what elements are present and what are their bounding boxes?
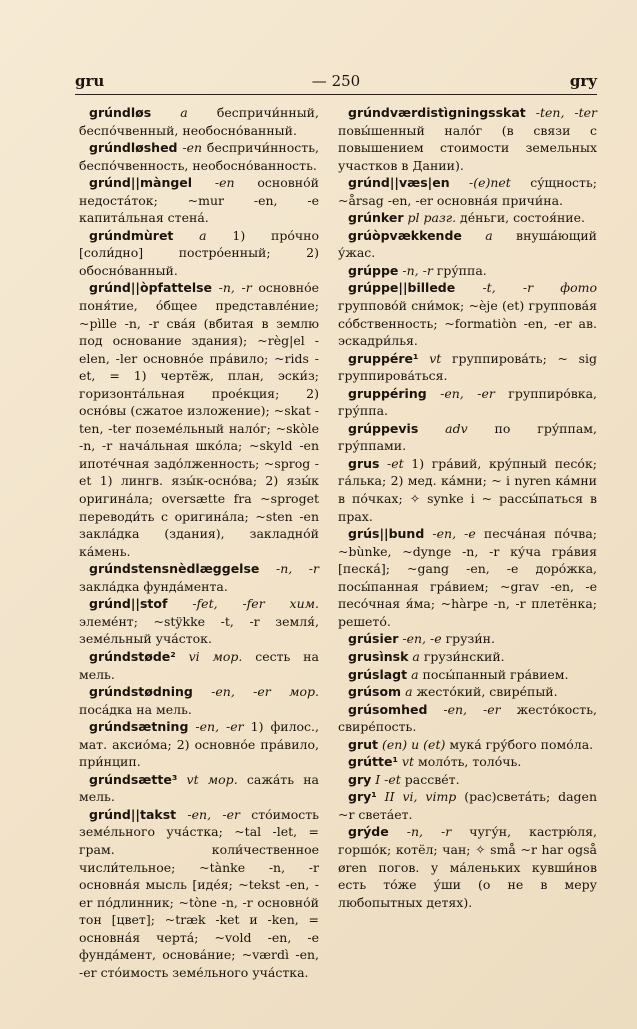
grammar-note: -en, -er <box>195 719 244 735</box>
dictionary-entry <box>338 788 597 823</box>
header-left-guide-word: gru <box>75 72 105 90</box>
headword: grúòpvækkende <box>348 227 462 243</box>
dictionary-entry <box>338 525 597 630</box>
headword: grúndsætning <box>89 719 189 735</box>
dictionary-entry <box>79 104 319 139</box>
right-column <box>338 104 597 911</box>
headword: grúppe <box>348 262 399 278</box>
definition: элеме́нт; ~stÿkke -t, -r земля́, земе́льный уча́сток. <box>79 613 319 647</box>
definition: чугу́н, кастрю́ля, горшо́к; котёл; чан; ✧ små ~r har også øren погов. у ма́леньких кувши́нов есть то́же у́ши (о не в меру любопытных детях). <box>338 824 597 910</box>
headword: grúsier <box>348 631 399 647</box>
dictionary-entry <box>79 806 319 981</box>
dictionary-entry <box>79 648 319 683</box>
grammar-note: -en, -er мор. <box>211 684 319 700</box>
headword: grúslagt <box>348 666 408 682</box>
dictionary-entry <box>338 385 597 420</box>
grammar-note: II vi, vimp <box>384 789 457 805</box>
headword: grúppe||billede <box>348 280 456 296</box>
grammar-note: a <box>411 666 419 682</box>
grammar-note: a <box>412 648 420 664</box>
grammar-note: I -et <box>375 771 401 787</box>
dictionary-entry <box>338 455 597 525</box>
dictionary-entry <box>79 595 319 648</box>
grammar-note: (en) u (et) <box>381 736 446 752</box>
dictionary-entry <box>79 227 319 280</box>
headword: grúndværdistìgningsskat <box>348 105 526 120</box>
dictionary-entry <box>79 174 319 227</box>
definition: посы́панный гра́вием. <box>422 666 569 682</box>
definition: группирова́ть; ~ sig группирова́ться. <box>338 350 598 384</box>
grammar-note: a <box>405 684 413 700</box>
definition: грузи́н. <box>445 631 495 647</box>
definition: мука́ гру́бого помо́ла. <box>449 736 594 752</box>
headword: grúnd||stof <box>89 596 168 612</box>
grammar-note: -en, -er <box>187 806 240 822</box>
grammar-note: -en, -e <box>402 631 442 647</box>
grammar-note: -en, -e <box>432 526 476 542</box>
headword: gruppére¹ <box>348 350 419 366</box>
dictionary-entry <box>79 683 319 718</box>
definition: основно́е поня́тие, о́бщее представле́ние; ~pìlle -n, -r сва́я (вбитая в землю под основание здания); ~règ|el -elen, -ler основно́е пра́вило; ~rids -et, = 1) чертёж, план, эски́з; горизонта́льная прое́кция; 2) осно́вы (сжатое изложение); ~skat -ten, -ter поземе́льный нало́г; ~skòle -n, -r нача́льная шко́ла; ~skyld -en ипоте́чная задо́лженность; ~sprog -et 1) лингв. язы́к-осно́ва; 2) язы́к оригина́ла; oversætte fra ~sproget переводи́ть с оригина́ла; ~sten -en закла́дка (здания), закладно́й ка́мень. <box>79 280 319 559</box>
dictionary-entry <box>338 753 597 771</box>
headword: grútte¹ <box>348 754 398 770</box>
definition: основно́й недоста́ток; ~mur -en, -e капита́льная стена́. <box>79 175 319 226</box>
dictionary-entry <box>338 174 597 209</box>
grammar-note: -en, -er <box>440 385 495 401</box>
headword: grúnker <box>348 210 404 226</box>
grammar-note: a <box>485 227 493 243</box>
grammar-note: -n, -r <box>218 280 252 296</box>
definition: закла́дка фунда́мента. <box>79 578 228 594</box>
definition: беспричи́нный, беспо́чвенный, необосно́ванный. <box>79 105 319 138</box>
headword: grúppevis <box>348 420 419 436</box>
dictionary-entry <box>79 560 319 595</box>
dictionary-entry <box>338 350 597 385</box>
dictionary-entry <box>338 420 597 455</box>
definition: де́ньги, состоя́ние. <box>460 210 585 226</box>
headword: grúndløshed <box>89 140 178 156</box>
definition: жесто́кость, свире́пость. <box>338 701 597 735</box>
headword: grusìnsk <box>348 648 409 664</box>
grammar-note: vt <box>401 754 414 770</box>
grammar-note: -n, -r <box>402 262 433 278</box>
definition: грузи́нский. <box>423 648 505 664</box>
dictionary-entry <box>338 771 597 789</box>
grammar-note: -en <box>182 140 203 156</box>
definition: сто́имость земе́льного уча́стка; ~tal -let, = грам. коли́чественное числи́тельное; ~tànke -n, -r основна́я мысль [иде́я; ~tekst -en, -er по́длинник; ~tòne -n, -r основно́й тон [цвет]; ~træk -ket и -ken, = основна́я черта́; ~vold -en, -e фунда́мент, основа́ние; ~værdì -en, -er сто́имость земе́льного уча́стка. <box>79 806 319 980</box>
grammar-note: -t, -r фото <box>482 280 597 296</box>
definition: 1) про́чно [соли́дно] постро́енный; 2) обосно́ванный. <box>79 227 319 278</box>
header-rule <box>75 94 597 95</box>
dictionary-entry <box>338 227 597 262</box>
dictionary-entry <box>338 104 597 174</box>
grammar-note: -ten, -ter <box>535 105 597 120</box>
dictionary-entry <box>338 736 597 754</box>
headword: grúndstødning <box>89 684 193 700</box>
definition: песча́ная по́чва; ~bùnke, ~dynge -n, -r ку́ча гра́вия [песка́]; ~gang -en, -e доро́жка, посы́панная гра́вием; ~grav -en, -e песо́чная я́ма; ~hàrpe -n, -r плетёнка; решето́. <box>338 526 597 629</box>
grammar-note: a <box>199 227 207 243</box>
definition: су́щность; ~årsag -en, -er основна́я причи́на. <box>338 175 597 208</box>
headword: grúnd||væs|en <box>348 175 450 191</box>
definition: беспричи́нность, беспо́чвенность, необосно́ванность. <box>79 140 319 173</box>
headword: grúsomhed <box>348 701 428 717</box>
headword: grúnd||òpfattelse <box>89 280 213 296</box>
grammar-note: vt <box>429 350 442 366</box>
definition: жесто́кий, свире́пый. <box>416 684 558 700</box>
grammar-note: vt мор. <box>186 771 238 787</box>
dictionary-entry <box>338 823 597 911</box>
headword: grús||bund <box>348 526 425 542</box>
grammar-note: -n, -r <box>406 824 452 840</box>
definition: группово́й сни́мок; ~èje (et) группова́я со́бственность; ~formatiòn -en, -er ав. эскадри́лья. <box>338 298 597 349</box>
grammar-note: pl разг. <box>407 210 457 226</box>
headword: gry <box>348 771 372 787</box>
dictionary-entry <box>338 630 597 648</box>
dictionary-entry <box>338 701 597 736</box>
headword: grúndsætte³ <box>89 771 178 787</box>
page-number: — 250 <box>311 72 361 90</box>
grammar-note: -fet, -fer хим. <box>192 596 319 612</box>
headword: grúndstøde² <box>89 648 176 664</box>
headword: grúndmùret <box>89 227 174 243</box>
definition: сесть на мель. <box>79 648 319 682</box>
dictionary-entry <box>79 139 319 174</box>
definition: 1) гра́вий, кру́пный песо́к; га́лька; 2) мед. ка́мни; ~ i nyren ка́мни в по́чках; ✧ synke i ~ рассы́паться в прах. <box>338 455 597 524</box>
dictionary-entry <box>79 279 319 560</box>
dictionary-entry <box>338 666 597 684</box>
grammar-note: -et <box>387 455 404 471</box>
definition: моло́ть, толо́чь. <box>417 754 522 770</box>
headword: gry¹ <box>348 789 377 805</box>
dictionary-entry <box>79 718 319 771</box>
definition: гру́ппа. <box>436 262 487 278</box>
headword: grut <box>348 736 378 752</box>
headword: grýde <box>348 824 389 840</box>
dictionary-entry <box>338 262 597 280</box>
header-right-guide-word: gry <box>569 72 597 90</box>
dictionary-entry <box>338 648 597 666</box>
headword: grúndløs <box>89 105 152 120</box>
definition: по гру́ппам, гру́ппами. <box>338 420 597 454</box>
definition: поса́дка на мель. <box>79 701 192 717</box>
grammar-note: -en, -er <box>443 701 501 717</box>
definition: (рас)света́ть; dagen ~r света́ет. <box>338 789 597 822</box>
headword: grúndstensnèdlæggelse <box>89 561 260 577</box>
headword: gruppéring <box>348 385 427 401</box>
page-header <box>75 72 597 94</box>
grammar-note: adv <box>445 420 468 436</box>
definition: сажа́ть на мель. <box>79 771 319 805</box>
grammar-note: -(e)net <box>468 175 511 191</box>
definition: внуша́ющий у́жас. <box>338 227 597 261</box>
grammar-note: vi мор. <box>188 648 243 664</box>
left-column <box>79 104 319 981</box>
definition: рассве́т. <box>404 771 460 787</box>
headword: grus <box>348 455 380 471</box>
headword: grúnd||takst <box>89 806 177 822</box>
headword: grúnd||màngel <box>89 175 193 191</box>
headword: grúsom <box>348 684 402 700</box>
definition: 1) филос., мат. аксио́ма; 2) основно́е пра́вило, при́нцип. <box>79 719 319 770</box>
dictionary-entry <box>79 771 319 806</box>
dictionary-entry <box>338 279 597 349</box>
dictionary-entry <box>338 209 597 227</box>
grammar-note: -en <box>214 175 235 191</box>
definition: повы́шенный нало́г (в связи с повышением стоимости земельных участков в Дании). <box>338 122 597 173</box>
dictionary-entry <box>338 683 597 701</box>
grammar-note: -n, -r <box>275 561 319 577</box>
grammar-note: a <box>180 105 188 120</box>
definition: группиро́вка, гру́ппа. <box>338 385 597 419</box>
